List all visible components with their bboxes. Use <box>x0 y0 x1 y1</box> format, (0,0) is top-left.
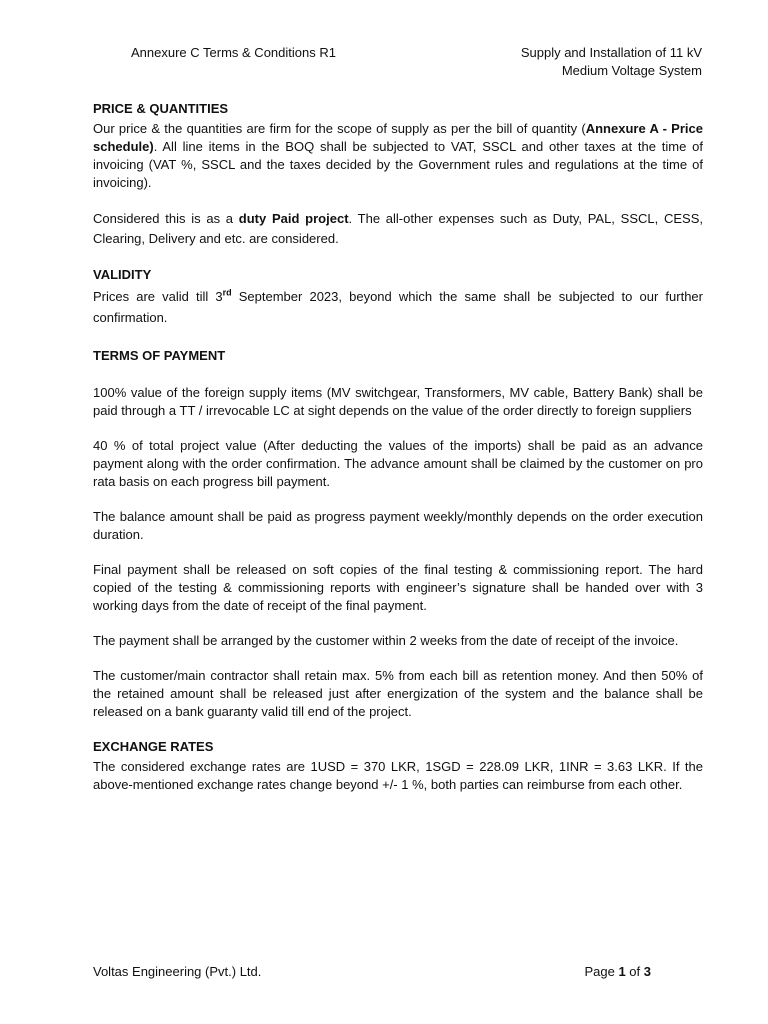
page-label: Page <box>584 964 619 979</box>
header-project-line-2: Medium Voltage System <box>561 63 702 78</box>
footer-company-name: Voltas Engineering (Pvt.) Ltd. <box>93 964 262 979</box>
text-span: Prices are valid till 3 <box>93 289 223 304</box>
footer-page-number <box>584 963 651 981</box>
paragraph-payment-6: The customer/main contractor shall retain max. 5% from each bill as retention money. And then 50% of the retained amount shall be released just after energization of the system and the balance shall be released on a bank guaranty valid till end of the project. <box>93 668 703 719</box>
heading-terms-of-payment: TERMS OF PAYMENT <box>93 348 226 363</box>
header-project-line-1: Supply and Installation of 11 kV <box>520 45 702 60</box>
paragraph-payment-2: 40 % of total project value (After deducting the values of the imports) shall be paid as an advance payment along with the order confirmation. The advance amount shall be claimed by the customer on pro rata basis on each progress bill payment. <box>93 438 703 489</box>
bold-duty-paid: duty Paid project <box>238 211 349 226</box>
paragraph-validity <box>93 286 703 328</box>
page-current: 1 <box>618 964 626 979</box>
heading-exchange-rates: EXCHANGE RATES <box>93 739 214 754</box>
document-body <box>93 100 703 794</box>
heading-price-quantities: PRICE & QUANTITIES <box>93 101 229 116</box>
text-span: . The all-other expenses such as Duty, PAL, SSCL, CESS, Clearing, Delivery and etc. are considered. <box>93 211 703 246</box>
paragraph-payment-3: The balance amount shall be paid as progress payment weekly/monthly depends on the order execution duration. <box>93 509 703 542</box>
paragraph-price-quantities <box>93 120 703 192</box>
paragraph-payment-1: 100% value of the foreign supply items (MV switchgear, Transformers, MV cable, Battery Bank) shall be paid through a TT / irrevocable LC at sight depends on the value of the order directly to foreign suppliers <box>93 385 703 418</box>
paragraph-duty-paid <box>93 209 703 249</box>
text-span: Our price & the quantities are firm for the scope of supply as per the bill of quantity ( <box>93 121 586 136</box>
paragraph-payment-5: The payment shall be arranged by the customer within 2 weeks from the date of receipt of the invoice. <box>93 633 679 648</box>
header-document-title: Annexure C Terms & Conditions R1 <box>131 45 336 60</box>
paragraph-exchange-rates: The considered exchange rates are 1USD = 370 LKR, 1SGD = 228.09 LKR, 1INR = 3.63 LKR. If the above-mentioned exchange rates change beyond +/- 1 %, both parties can reimburse from each other. <box>93 759 703 792</box>
header-project-title <box>442 44 702 80</box>
text-span: Considered this is as a <box>93 211 239 226</box>
text-span: September 2023, beyond which the same shall be subjected to our further confirmation. <box>93 289 703 325</box>
heading-validity: VALIDITY <box>93 267 152 282</box>
page-total: 3 <box>643 964 651 979</box>
page-of: of <box>625 964 644 979</box>
superscript-ordinal: rd <box>222 287 232 298</box>
paragraph-payment-4: Final payment shall be released on soft copies of the final testing & commissioning report. The hard copied of the testing & commissioning reports with engineer’s signature shall be handed over with 3 working days from the date of receipt of the final payment. <box>93 562 703 613</box>
bold-annexure-ref: Annexure A - Price schedule) <box>93 121 703 154</box>
text-span: . All line items in the BOQ shall be subjected to VAT, SSCL and other taxes at the time of invoicing (VAT %, SSCL and the taxes decided by the Government rules and regulations at the time of invoicing). <box>93 139 703 190</box>
